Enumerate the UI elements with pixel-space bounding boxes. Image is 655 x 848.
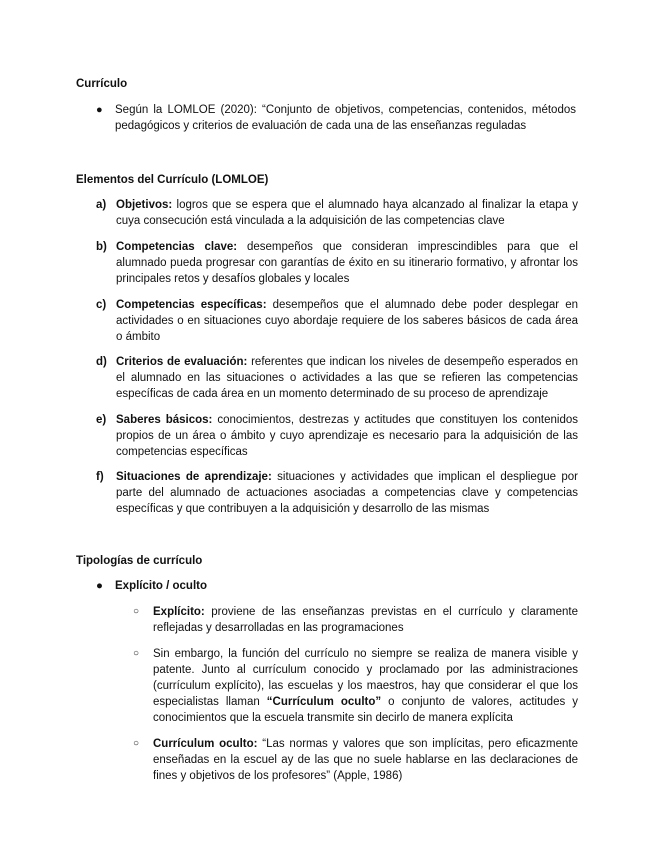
sub-item-curriculum-oculto [133,736,578,784]
list-marker: b) [96,241,107,253]
list-item-f [96,469,578,517]
definition: o conjunto de valores, actitudes y conocimientos que la escuela transmite sin decirlo de manera explícita [153,696,579,724]
definition: desempeños que el alumnado debe poder desplegar en actividades o en situaciones cuyo abordaje requiere de los saberes básicos de cada área o ámbito [116,299,578,343]
list-marker: c) [96,299,107,311]
list-item-a [96,197,578,229]
list-item [96,102,576,134]
definition: referentes que indican los niveles de desempeño esperados en el alumnado en las situaciones o actividades a las que se refieren las competencias específicas de cada área en un momento determinado de su proceso de aprendizaje [116,356,578,400]
list-item-e [96,412,578,460]
bullet-dot-icon: ● [96,104,103,116]
term: Saberes básicos: [116,414,213,426]
list-item-c [96,297,578,345]
list-marker: a) [96,199,107,211]
definition: desempeños que consideran imprescindibles para que el alumnado pueda progresar con garantías de éxito en su itinerario formativo, y afrontar los principales retos y desafíos globales y locales [116,241,578,285]
term: Competencias específicas: [116,299,267,311]
heading-tipologias: Tipologías de currículo [76,555,203,567]
heading-curriculo: Currículo [76,78,128,90]
definition: logros que se espera que el alumnado haya alcanzado al finalizar la etapa y cuya consecución está vinculada a la adquisición de las competencias clave [116,199,578,227]
term: Criterios de evaluación: [116,356,248,368]
definition: “Las normas y valores que son implícitas, pero eficazmente enseñadas en la escuel ay de las que no suele hablarse en las declaraciones de fines y objetivos de los profesores” (Apple, 1986) [153,738,578,782]
list-item-b [96,239,578,287]
list-marker: f) [96,471,104,483]
circle-bullet-icon: ○ [133,606,140,617]
list-marker: d) [96,356,107,368]
circle-bullet-icon: ○ [133,738,140,749]
term: Objetivos: [116,199,173,211]
list-item [96,578,207,594]
heading-elementos: Elementos del Currículo (LOMLOE) [76,174,269,186]
term: Explícito: [153,606,205,618]
bullet-text: Según la LOMLOE (2020): “Conjunto de objetivos, competencias, contenidos, métodos pedagógicos y criterios de evaluación de cada una de las enseñanzas reguladas [115,104,576,132]
circle-bullet-icon: ○ [133,648,140,659]
bullet-text: Explícito / oculto [115,580,208,592]
sub-item-explicito [133,604,578,636]
term: Situaciones de aprendizaje: [116,471,272,483]
term: Competencias clave: [116,241,238,253]
term: Currículum oculto: [153,738,258,750]
term: “Currículum oculto” [266,696,382,708]
sub-item-sin-embargo [133,646,578,726]
list-marker: e) [96,414,107,426]
definition: situaciones y actividades que implican el despliegue por parte del alumnado de actuaciones asociadas a competencias clave y competencias específicas y que contribuyen a la adquisición y desarrollo de las mismas [116,471,578,515]
paragraph-lead: Sin embargo, la función del currículo no siempre se realiza de manera visible y patente. Junto al currículum conocido y proclamado por las administraciones (currículum explícito), las escuelas y los maestros, hay que considerar el que los especialistas llaman [153,648,578,708]
list-item-d [96,354,578,402]
bullet-dot-icon: ● [96,580,103,592]
definition: conocimientos, destrezas y actitudes que constituyen los contenidos propios de un área o ámbito y cuyo aprendizaje es necesario para la adquisición de las competencias específicas [116,414,579,458]
definition: proviene de las enseñanzas previstas en el currículo y claramente reflejadas y desarrolladas en las programaciones [153,606,578,634]
